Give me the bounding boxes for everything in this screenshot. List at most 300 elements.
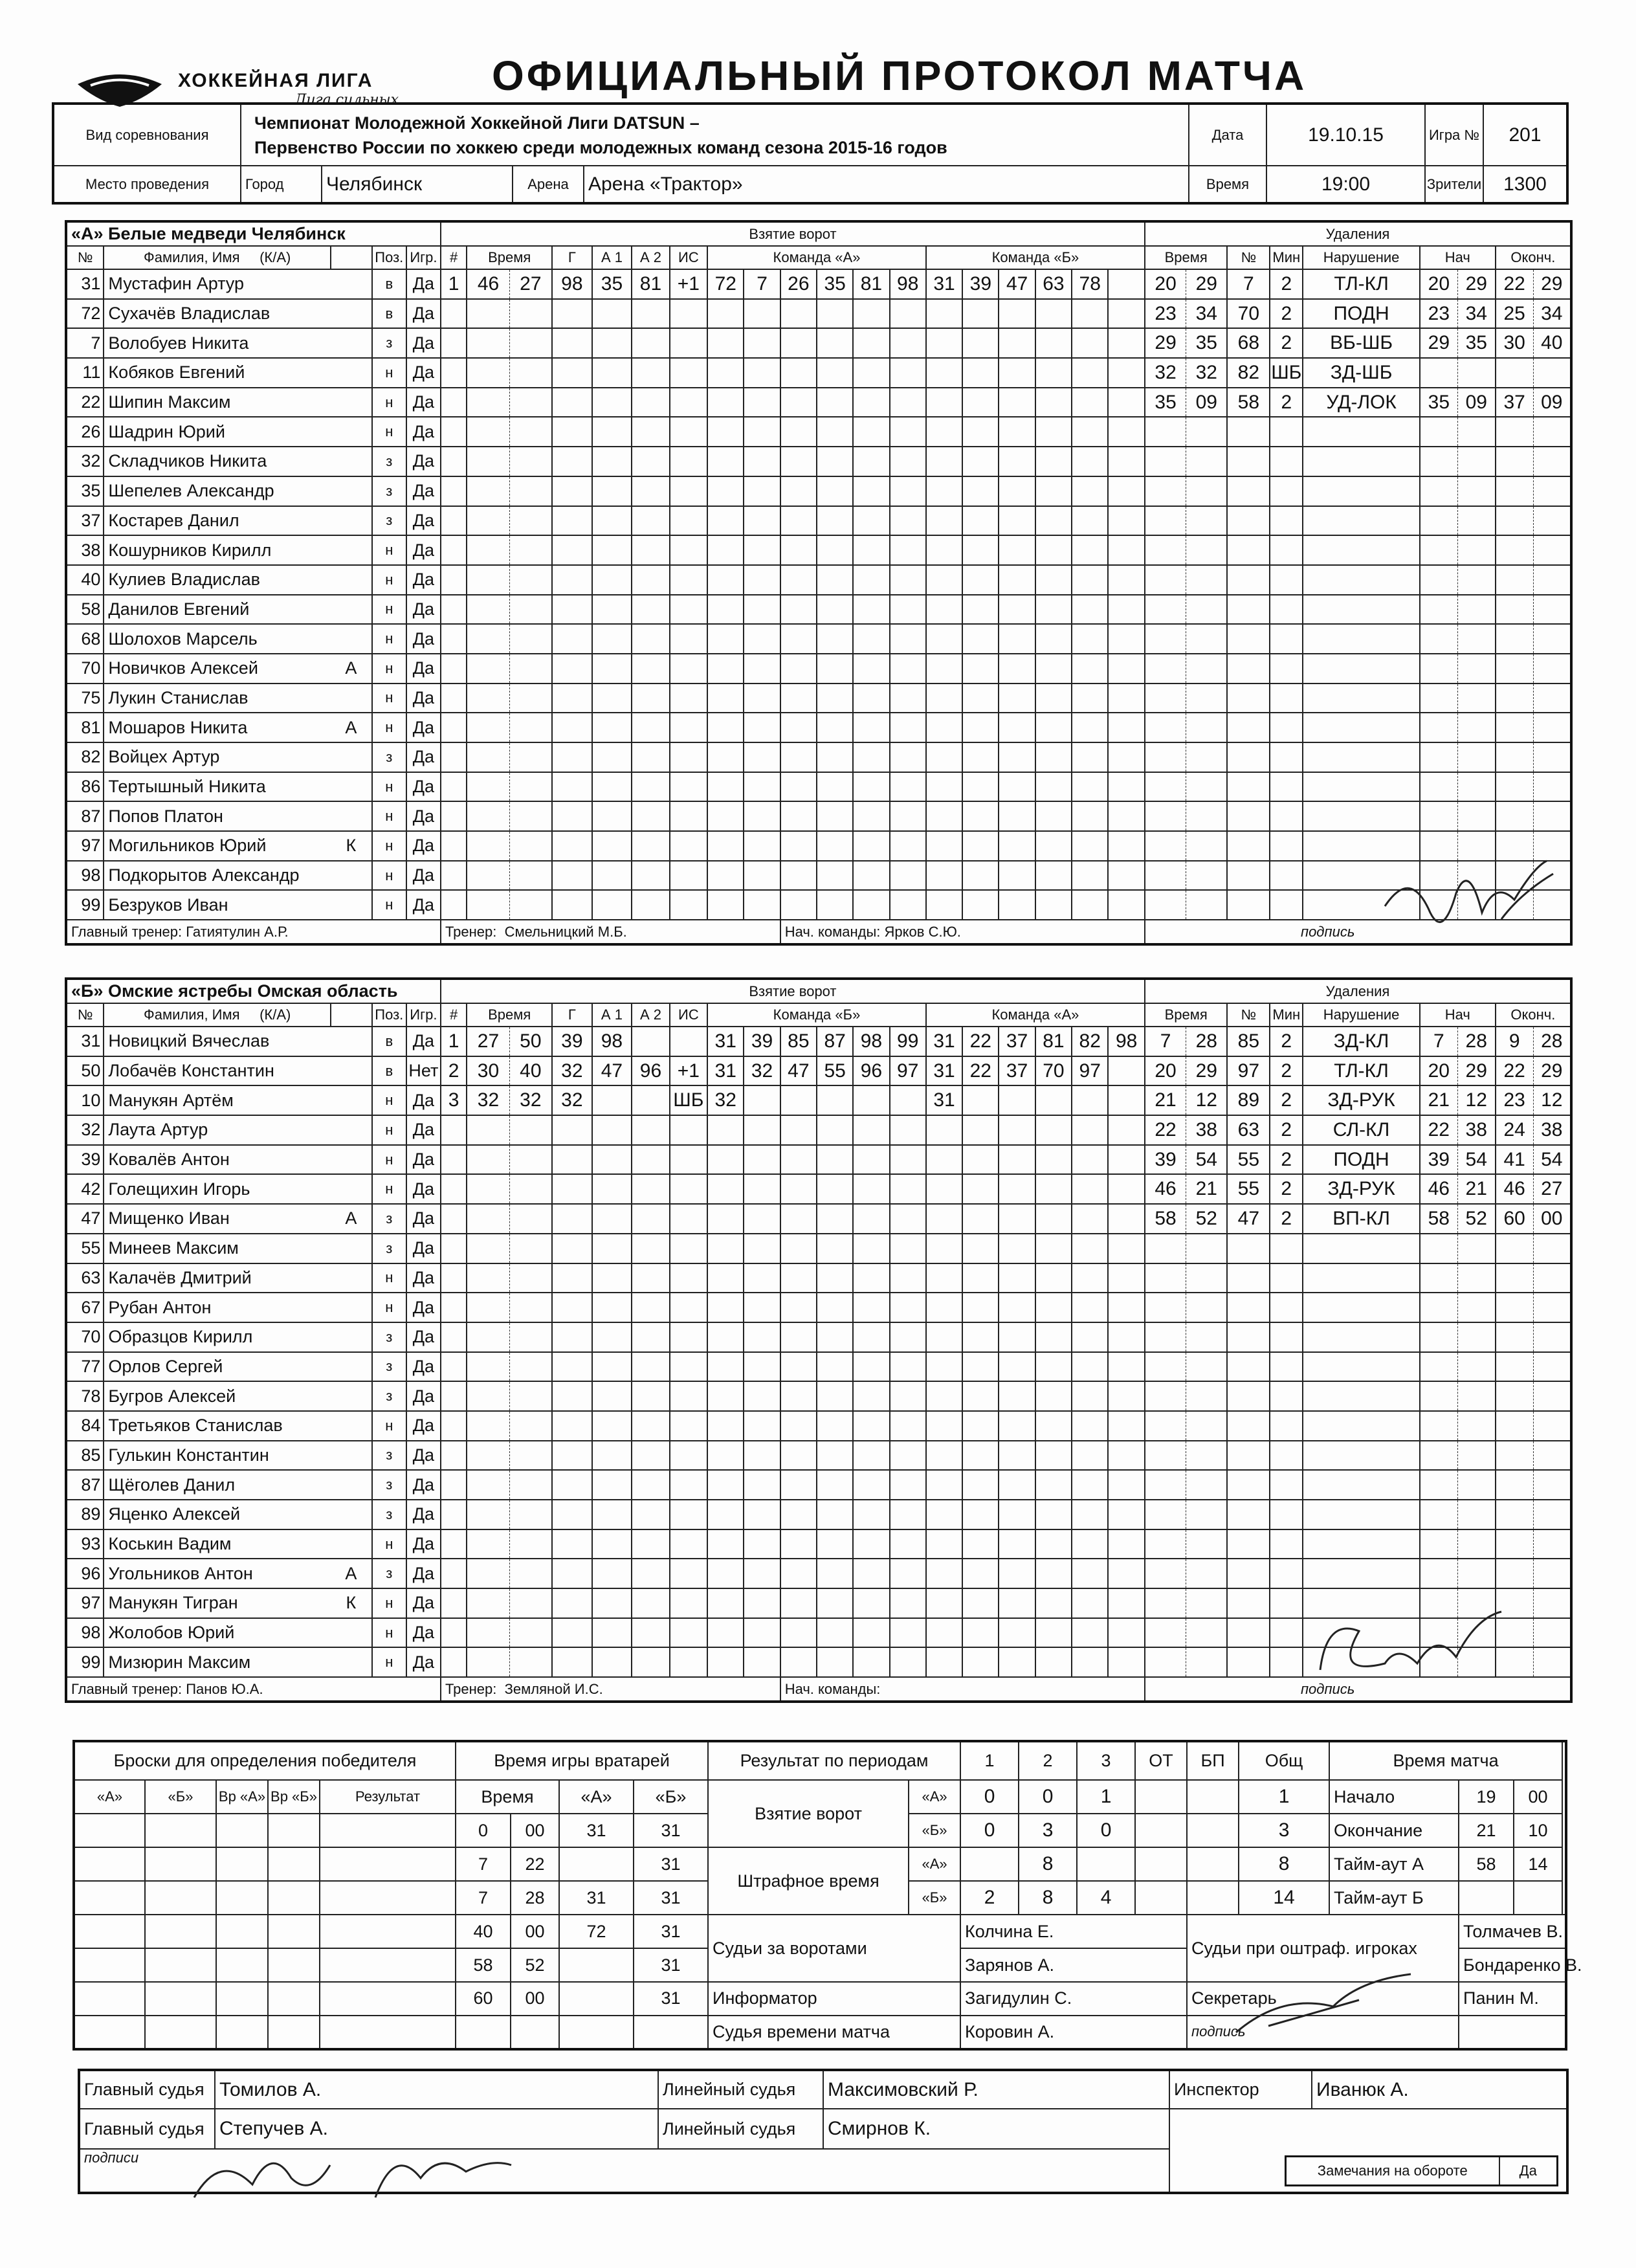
timeout-b-label: Тайм-аут Б <box>1329 1881 1459 1915</box>
penalty-end-sec: 27 <box>1533 1174 1571 1204</box>
penalty-start-min: 20 <box>1420 269 1457 299</box>
linesman-1: Максимовский Р. <box>823 2070 1169 2109</box>
time-label: Время <box>1189 166 1266 203</box>
player-number: 55 <box>66 1234 104 1263</box>
player-number: 87 <box>66 1470 104 1500</box>
period-3-header: 3 <box>1077 1741 1135 1780</box>
total-header: Общ <box>1239 1741 1329 1780</box>
game-label: Игра № <box>1425 104 1483 166</box>
goal-second: 50 <box>509 1027 552 1056</box>
col-situation: ИС <box>670 246 707 269</box>
opp-lineup-player <box>1108 1085 1145 1115</box>
col-pen-time: Время <box>1145 246 1227 269</box>
time-value: 19:00 <box>1266 166 1425 203</box>
penalty-end-sec: 29 <box>1533 1056 1571 1086</box>
penalty-end-sec: 38 <box>1533 1115 1571 1145</box>
goalie-a: 72 <box>559 1915 634 1948</box>
penalty-start-sec: 38 <box>1457 1115 1495 1145</box>
player-captain-mark <box>331 417 372 447</box>
goal-second: 40 <box>509 1056 552 1086</box>
goalie-a <box>559 1847 634 1881</box>
player-played: Да <box>406 742 441 772</box>
opp-lineup-player: 81 <box>1035 1027 1072 1056</box>
penalty-minute: 23 <box>1145 299 1186 329</box>
player-played: Да <box>406 1411 441 1441</box>
player-name: Лукин Станислав <box>104 684 331 713</box>
player-captain-mark <box>331 684 372 713</box>
col-ka <box>331 246 372 269</box>
player-name: Шадрин Юрий <box>104 417 331 447</box>
penalty-second: 09 <box>1186 388 1228 417</box>
player-captain-mark <box>331 742 372 772</box>
goal-situation <box>670 1027 707 1056</box>
penalty-minute: 39 <box>1145 1145 1186 1175</box>
penalty-second: 29 <box>1186 1056 1228 1086</box>
col-position: Поз. <box>372 1003 406 1027</box>
player-name: Новицкий Вячеслав <box>104 1027 331 1056</box>
penalty-second: 54 <box>1186 1145 1228 1175</box>
player-position: з <box>372 447 406 476</box>
penalty-minute: 29 <box>1145 328 1186 358</box>
player-row <box>66 1322 1571 1352</box>
player-played: Да <box>406 1293 441 1322</box>
player-number: 99 <box>66 1647 104 1677</box>
player-row <box>66 1559 1571 1588</box>
period-value: 0 <box>1019 1780 1077 1814</box>
player-played: Да <box>406 417 441 447</box>
penalty-minute: 35 <box>1145 388 1186 417</box>
player-captain-mark <box>331 861 372 891</box>
player-played: Да <box>406 328 441 358</box>
player-name: Попов Платон <box>104 801 331 831</box>
period-total: 8 <box>1239 1847 1329 1881</box>
player-played: Да <box>406 1618 441 1648</box>
periods-title: Результат по периодам <box>708 1741 960 1780</box>
player-name: Войцех Артур <box>104 742 331 772</box>
penalty-start-min: 21 <box>1420 1085 1457 1115</box>
match-info-table <box>52 102 1569 205</box>
player-name: Кулиев Владислав <box>104 565 331 595</box>
arena-value: Арена «Трактор» <box>584 166 1189 203</box>
player-name: Яценко Алексей <box>104 1500 331 1529</box>
opp-lineup-player: 39 <box>962 269 999 299</box>
player-position: н <box>372 654 406 684</box>
player-row <box>66 476 1571 506</box>
signature-referees <box>181 2126 518 2210</box>
overtime-header: ОТ <box>1135 1741 1187 1780</box>
penalty-player: 63 <box>1227 1115 1270 1145</box>
player-position: н <box>372 1647 406 1677</box>
player-played: Да <box>406 772 441 802</box>
player-captain-mark <box>331 506 372 536</box>
penalty-player: 82 <box>1227 358 1270 388</box>
penalty-end-min: 60 <box>1496 1204 1533 1234</box>
player-row <box>66 1234 1571 1263</box>
penalty-end-sec: 34 <box>1533 299 1571 329</box>
shootout-header: БП <box>1187 1741 1239 1780</box>
match-time-title: Время матча <box>1329 1741 1562 1780</box>
player-number: 32 <box>66 447 104 476</box>
player-number: 37 <box>66 506 104 536</box>
player-played: Да <box>406 358 441 388</box>
player-row <box>66 358 1571 388</box>
player-played: Да <box>406 801 441 831</box>
player-position: в <box>372 269 406 299</box>
player-position: в <box>372 1027 406 1056</box>
goalie-time-ss: 00 <box>511 1915 559 1948</box>
player-captain-mark: К <box>331 1588 372 1618</box>
opp-lineup-player: 97 <box>1072 1056 1108 1086</box>
player-number: 99 <box>66 890 104 920</box>
period-value: 8 <box>1019 1847 1077 1881</box>
player-position: з <box>372 1470 406 1500</box>
player-name: Рубан Антон <box>104 1293 331 1322</box>
player-played: Да <box>406 1027 441 1056</box>
player-name: Костарев Данил <box>104 506 331 536</box>
penalty-minutes: 2 <box>1270 1027 1303 1056</box>
player-captain-mark <box>331 388 372 417</box>
player-played: Да <box>406 1145 441 1175</box>
player-position: н <box>372 1263 406 1293</box>
player-row <box>66 1085 1571 1115</box>
penalty-end-min: 9 <box>1496 1027 1533 1056</box>
penalty-player: 68 <box>1227 328 1270 358</box>
period-value <box>1135 1881 1187 1915</box>
goalie-b: 31 <box>634 1814 708 1847</box>
own-lineup-player: 97 <box>890 1056 926 1086</box>
opp-lineup-player: 78 <box>1072 269 1108 299</box>
player-captain-mark <box>331 1411 372 1441</box>
own-lineup-player <box>890 1085 926 1115</box>
team-chief: Нач. команды: <box>780 1677 1145 1702</box>
player-captain-mark <box>331 299 372 329</box>
teamA-table <box>65 220 1573 946</box>
col-goal-scorer: Г <box>552 1003 592 1027</box>
player-captain-mark <box>331 1056 372 1086</box>
own-lineup-player: 72 <box>707 269 744 299</box>
city-label: Город <box>241 166 322 203</box>
opp-lineup-player <box>1108 1056 1145 1086</box>
goalie-time-mm: 7 <box>456 1847 511 1881</box>
penalty-end-sec: 29 <box>1533 269 1571 299</box>
player-number: 89 <box>66 1500 104 1529</box>
player-name: Кошурников Кирилл <box>104 535 331 565</box>
player-position: з <box>372 1441 406 1471</box>
own-lineup-player <box>780 1085 817 1115</box>
col-assist-2: А 2 <box>632 1003 669 1027</box>
player-captain-mark <box>331 269 372 299</box>
player-row <box>66 1470 1571 1500</box>
player-row <box>66 831 1571 861</box>
arena-label: Арена <box>513 166 584 203</box>
penalty-end-min <box>1496 358 1533 388</box>
player-captain-mark <box>331 1027 372 1056</box>
goal-minute: 46 <box>467 269 509 299</box>
document-title: ОФИЦИАЛЬНЫЙ ПРОТОКОЛ МАТЧА <box>492 52 1307 99</box>
player-position: з <box>372 506 406 536</box>
player-row <box>66 1411 1571 1441</box>
player-name: Подкорытов Александр <box>104 861 331 891</box>
goal-assist-2 <box>632 1027 669 1056</box>
col-situation: ИС <box>670 1003 707 1027</box>
player-captain-mark <box>331 1470 372 1500</box>
player-number: 42 <box>66 1174 104 1204</box>
start-label: Начало <box>1329 1780 1459 1814</box>
player-played: Да <box>406 713 441 742</box>
player-row <box>66 1145 1571 1175</box>
player-number: 84 <box>66 1411 104 1441</box>
penalty-minute: 21 <box>1145 1085 1186 1115</box>
player-number: 26 <box>66 417 104 447</box>
opp-lineup-player <box>1035 1085 1072 1115</box>
own-lineup-player: 32 <box>707 1085 744 1115</box>
goalie-b: 31 <box>634 1948 708 1982</box>
head-coach: Главный тренер: Гатиятулин А.Р. <box>66 920 441 944</box>
penalty-player: 85 <box>1227 1027 1270 1056</box>
col-name: Фамилия, Имя (К/А) <box>104 1003 331 1027</box>
player-number: 32 <box>66 1115 104 1145</box>
penalty-start-sec: 35 <box>1457 328 1495 358</box>
linesman-label: Линейный судья <box>658 2109 823 2149</box>
own-lineup-player <box>853 1085 889 1115</box>
player-captain-mark <box>331 801 372 831</box>
goalie-time-mm: 40 <box>456 1915 511 1948</box>
player-played: Да <box>406 1529 441 1559</box>
player-row <box>66 1174 1571 1204</box>
player-position: н <box>372 831 406 861</box>
goalie-time-ss: 00 <box>511 1814 559 1847</box>
sign-label: подпись <box>1145 1677 1571 1702</box>
col-pen-min: Мин <box>1270 246 1303 269</box>
opp-lineup-player <box>1072 1085 1108 1115</box>
player-row <box>66 565 1571 595</box>
player-row <box>66 624 1571 654</box>
period-1-header: 1 <box>960 1741 1019 1780</box>
penalty-start-sec: 09 <box>1457 388 1495 417</box>
player-played: Да <box>406 684 441 713</box>
col-position: Поз. <box>372 246 406 269</box>
goal-minute: 27 <box>467 1027 509 1056</box>
player-number: 31 <box>66 269 104 299</box>
penalty-judge-1: Толмачев В. <box>1459 1915 1566 1948</box>
player-row <box>66 861 1571 891</box>
shootout-col: Результат <box>320 1780 456 1814</box>
own-lineup-player <box>744 1085 780 1115</box>
player-name: Волобуев Никита <box>104 328 331 358</box>
goal-assist-1: 98 <box>592 1027 632 1056</box>
remarks-label: Замечания на обороте <box>1286 2157 1499 2186</box>
goal-situation: +1 <box>670 1056 707 1086</box>
penalty-end-min: 25 <box>1496 299 1533 329</box>
penalty-violation: ВБ-ШБ <box>1303 328 1420 358</box>
col-pen-violation: Нарушение <box>1303 246 1420 269</box>
player-position: з <box>372 742 406 772</box>
player-position: н <box>372 1588 406 1618</box>
referee-label: Главный судья <box>79 2070 215 2109</box>
player-name: Щёголев Данил <box>104 1470 331 1500</box>
opp-lineup-player <box>999 1085 1035 1115</box>
goalie-time-ss: 52 <box>511 1948 559 1982</box>
player-captain-mark <box>331 1145 372 1175</box>
player-name: Калачёв Дмитрий <box>104 1263 331 1293</box>
player-row <box>66 1115 1571 1145</box>
player-row <box>66 713 1571 742</box>
coach: Тренер: Земляной И.С. <box>441 1677 780 1702</box>
league-slogan: Лига сильных <box>294 92 399 108</box>
player-name: Мошаров Никита <box>104 713 331 742</box>
signature-team-b <box>1307 1605 1514 1696</box>
period-value <box>1187 1881 1239 1915</box>
penalty-player: 47 <box>1227 1204 1270 1234</box>
penalty-minutes: 2 <box>1270 388 1303 417</box>
col-pen-min: Мин <box>1270 1003 1303 1027</box>
player-number: 98 <box>66 861 104 891</box>
penalty-start-min: 7 <box>1420 1027 1457 1056</box>
penalty-start-min: 46 <box>1420 1174 1457 1204</box>
penalty-minutes: 2 <box>1270 269 1303 299</box>
team-chief: Нач. команды: Ярков С.Ю. <box>780 920 1145 944</box>
player-name: Складчиков Никита <box>104 447 331 476</box>
player-captain-mark <box>331 1234 372 1263</box>
col-pen-number: № <box>1227 1003 1270 1027</box>
player-played: Да <box>406 506 441 536</box>
linesman-label: Линейный судья <box>658 2070 823 2109</box>
period-value <box>1135 1847 1187 1881</box>
player-position: в <box>372 299 406 329</box>
penalty-minutes: 2 <box>1270 1056 1303 1086</box>
penalty-end-sec: 09 <box>1533 388 1571 417</box>
player-row <box>66 684 1571 713</box>
goals-header: Взятие ворот <box>441 979 1145 1003</box>
own-lineup-player: 55 <box>817 1056 853 1086</box>
col-pen-end: Оконч. <box>1496 1003 1571 1027</box>
penalty-end-min: 22 <box>1496 269 1533 299</box>
player-position: з <box>372 1322 406 1352</box>
end-hour: 21 <box>1459 1814 1514 1847</box>
player-captain-mark <box>331 447 372 476</box>
penalty-minute: 32 <box>1145 358 1186 388</box>
player-captain-mark: А <box>331 713 372 742</box>
date-label: Дата <box>1189 104 1266 166</box>
penalty-start-sec: 28 <box>1457 1027 1495 1056</box>
penalty-end-min: 23 <box>1496 1085 1533 1115</box>
player-number: 68 <box>66 624 104 654</box>
penalty-minutes: 2 <box>1270 1145 1303 1175</box>
timeout-a-label: Тайм-аут А <box>1329 1847 1459 1881</box>
penalty-player: 7 <box>1227 269 1270 299</box>
team-b-label: «Б» <box>909 1881 960 1915</box>
own-lineup-player: 31 <box>707 1027 744 1056</box>
goal-judges-label: Судьи за воротами <box>708 1915 960 1982</box>
player-played: Да <box>406 1441 441 1471</box>
opp-lineup-player: 98 <box>1108 1027 1145 1056</box>
player-position: н <box>372 535 406 565</box>
player-row <box>66 654 1571 684</box>
player-played: Да <box>406 595 441 625</box>
inspector-label: Инспектор <box>1169 2070 1312 2109</box>
penalty-end-min: 46 <box>1496 1174 1533 1204</box>
period-value: 0 <box>960 1780 1019 1814</box>
player-name: Кобяков Евгений <box>104 358 331 388</box>
player-captain-mark <box>331 1441 372 1471</box>
player-row <box>66 269 1571 299</box>
penalty-second: 29 <box>1186 269 1228 299</box>
player-played: Да <box>406 1204 441 1234</box>
penalty-violation: ПОДН <box>1303 1145 1420 1175</box>
goal-assist-1: 47 <box>592 1056 632 1086</box>
period-value: 0 <box>1077 1814 1135 1847</box>
player-captain-mark <box>331 1263 372 1293</box>
own-lineup-player: 26 <box>780 269 817 299</box>
goals-header: Взятие ворот <box>441 221 1145 246</box>
col-goal-time: Время <box>467 1003 552 1027</box>
player-row <box>66 1293 1571 1322</box>
penalties-header: Удаления <box>1145 979 1571 1003</box>
referee-2: Степучев А. <box>215 2109 658 2149</box>
penalty-violation: ПОДН <box>1303 299 1420 329</box>
col-goal-n: # <box>441 246 467 269</box>
player-name: Шепелев Александр <box>104 476 331 506</box>
player-row <box>66 535 1571 565</box>
city-value: Челябинск <box>322 166 513 203</box>
goalie-a <box>559 1948 634 1982</box>
player-position: н <box>372 684 406 713</box>
player-captain-mark <box>331 1352 372 1382</box>
goal-number: 1 <box>441 269 467 299</box>
team-b-label: «Б» <box>909 1814 960 1847</box>
own-lineup-player: 32 <box>744 1056 780 1086</box>
player-row <box>66 1204 1571 1234</box>
pim-row-label: Штрафное время <box>708 1847 909 1915</box>
penalty-minute: 20 <box>1145 269 1186 299</box>
remarks-value: Да <box>1499 2157 1558 2186</box>
player-captain-mark <box>331 565 372 595</box>
player-number: 87 <box>66 801 104 831</box>
penalty-start-min: 23 <box>1420 299 1457 329</box>
shootout-col: Вр «Б» <box>268 1780 320 1814</box>
goalie-time-mm: 7 <box>456 1881 511 1915</box>
player-row <box>66 1056 1571 1086</box>
penalty-start-min: 22 <box>1420 1115 1457 1145</box>
player-position: н <box>372 1145 406 1175</box>
player-played: Да <box>406 1588 441 1618</box>
own-lineup-player: 96 <box>853 1056 889 1086</box>
penalty-violation: ЗД-ШБ <box>1303 358 1420 388</box>
player-number: 31 <box>66 1027 104 1056</box>
goal-judge-1: Колчина Е. <box>960 1915 1187 1948</box>
informer-value: Загидулин С. <box>960 1982 1187 2016</box>
col-pen-time: Время <box>1145 1003 1227 1027</box>
col-own-lineup: Команда «А» <box>707 246 926 269</box>
penalty-minute: 46 <box>1145 1174 1186 1204</box>
player-name: Лаута Артур <box>104 1115 331 1145</box>
own-lineup-player: 47 <box>780 1056 817 1086</box>
player-number: 72 <box>66 299 104 329</box>
goalie-col-time: Время <box>456 1780 559 1814</box>
shootout-title: Броски для определения победителя <box>74 1741 456 1780</box>
goalie-time-mm: 0 <box>456 1814 511 1847</box>
goal-scorer: 39 <box>552 1027 592 1056</box>
player-name: Орлов Сергей <box>104 1352 331 1382</box>
goal-minute: 30 <box>467 1056 509 1086</box>
penalty-end-sec: 00 <box>1533 1204 1571 1234</box>
penalty-start-min: 20 <box>1420 1056 1457 1086</box>
player-position: н <box>372 801 406 831</box>
player-number: 93 <box>66 1529 104 1559</box>
player-number: 75 <box>66 684 104 713</box>
player-played: Да <box>406 1647 441 1677</box>
goalie-col-a: «А» <box>559 1780 634 1814</box>
